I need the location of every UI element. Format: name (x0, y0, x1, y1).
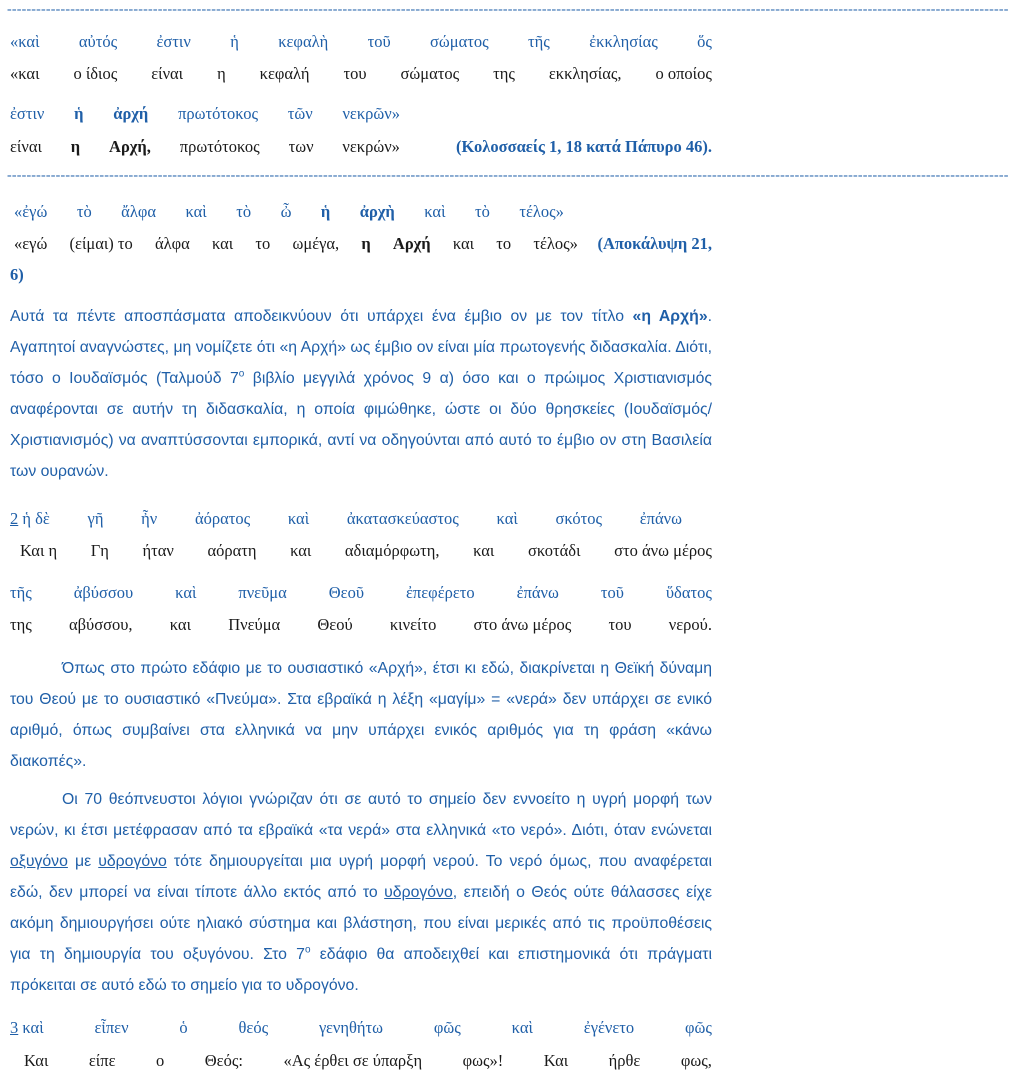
col-verse-greek-1: «καὶ αὐτός ἐστιν ἡ κεφαλὴ τοῦ σώματος τῆς ἐκκλησίας ὅς (10, 32, 712, 51)
verse2-modern-1: Και η Γη ήταν αόρατη και αδιαμόρφωτη, και σκοτάδι στο άνω μέρος (20, 541, 712, 560)
verse2-greek-2: τῆς ἀβύσσου καὶ πνεῦμα Θεοῦ ἐπεφέρετο ἐπάνω τοῦ ὕδατος (10, 583, 712, 602)
revelation-reference: (Αποκάλυψη 21, (597, 234, 712, 253)
verse2-modern-2: της αβύσσου, και Πνεύμα Θεού κινείτο στο άνω μέρος του νερού. (10, 615, 712, 634)
separator-line: -------------------------------------------------------------------------------------------------------------------------------------------------------------------------------------------------------------- (7, 168, 1009, 183)
verse3-modern: Και είπε ο Θεός: «Ας έρθει σε ύπαρξη φως»! Και ήρθε φως, (24, 1051, 712, 1070)
verse-number: 3 (10, 1018, 19, 1037)
commentary-paragraph-3: Οι 70 θεόπνευστοι λόγιοι γνώριζαν ότι σε αυτό το σημείο δεν εννοείτο η υγρή μορφή των νερών, κι έτσι μετέφρασαν από τα εβραϊκά «τα νερά» στα ελληνικά «το νερό». Διότι, όταν ενώνεται οξυγόνο με υδρογόνο τότε δημιουργείται μια υγρή μορφή νερού. Το νερό όμως, που αναφέρεται εδώ, δεν μπορεί να είναι τίποτε άλλο εκτός από το υδρογόνο, επειδή ο Θεός ούτε θάλασσες είχε ακόμη δημιουργήσει ούτε ηλιακό σύστημα και βλάστηση, που είναι μερικές από τις προϋποθέσεις για τη δημιουργία του οξυγόνου. Στο $7^o$ εδάφιο θα αποδειχθεί και επιστημονικά ότι πράγματι πρόκειται σε αυτό εδώ το σημείο για το υδρογόνο. (10, 791, 713, 994)
verse2-greek-1: 2 ἡ δὲ γῆ ἦν ἀόρατος καὶ ἀκατασκεύαστος καὶ σκότος ἐπάνω (10, 509, 682, 528)
revelation-reference-cont: 6) (10, 265, 24, 284)
separator-line: -------------------------------------------------------------------------------------------------------------------------------------------------------------------------------------------------------------- (7, 2, 1009, 17)
commentary-paragraph-1: Αυτά τα πέντε αποσπάσματα αποδεικνύουν ότι υπάρχει ένα έμβιο ον με τον τίτλο «η Αρχή». Αγαπητοί αναγνώστες, μη νομίζετε ότι «η Αρχή» ως έμβιο ον είναι μία πρωτογενής διδασκαλία. Διότι, τόσο ο Ιουδαϊσμός (Ταλμούδ $7^o$ βιβλίο μεγγιλά χρόνος 9 α) όσο και ο πρώιμος Χριστιανισμός αναφέρονται σε αυτήν τη διδασκαλία, η οποία φιμώθηκε, ώστε οι δύο θρησκείες (Ιουδαϊσμός/Χριστιανισμός) να αναπτύσσονται εμπορικά, αντί να οδηγούνται από αυτό το έμβιο ον στη Βασιλεία των ουρανών. (10, 308, 713, 480)
col-verse-modern-1: «και ο ίδιος είναι η κεφαλή του σώματος της εκκλησίας, ο οποίος (10, 64, 712, 83)
rev-verse-greek: «ἐγώ τὸ ἄλφα καὶ τὸ ὦ ἡ ἀρχὴ καὶ τὸ τέλος» (14, 202, 564, 221)
verse-number: 2 (10, 509, 19, 528)
commentary-paragraph-2: Όπως στο πρώτο εδάφιο με το ουσιαστικό «Αρχή», έτσι κι εδώ, διακρίνεται η Θεϊκή δύναμη του Θεού με το ουσιαστικό «Πνεύμα». Στα εβραϊκά η λέξη «μαγίμ» = «νερά» δεν υπάρχει σε ενικό αριθμό, όπως συμβαίνει στα ελληνικά να μην υπάρχει ενικός αριθμός για τη φράση «κάνω διακοπές». (10, 660, 712, 770)
verse3-greek: 3 καὶ εἶπεν ὁ θεός γενηθήτω φῶς καὶ ἐγένετο φῶς (10, 1018, 712, 1037)
rev-verse-modern: «εγώ (είμαι) το άλφα και το ωμέγα, η Αρχή και το τέλος» (Αποκάλυψη 21, (14, 234, 712, 253)
col-verse-modern-2: είναι η Αρχή, πρωτότοκος των νεκρών» (Κολοσσαείς 1, 18 κατά Πάπυρο 46). (10, 137, 712, 156)
col-verse-greek-2: ἐστιν ἡ ἀρχή πρωτότοκος τῶν νεκρῶν» (10, 104, 400, 123)
colossians-reference: (Κολοσσαείς 1, 18 κατά Πάπυρο 46). (456, 137, 712, 156)
